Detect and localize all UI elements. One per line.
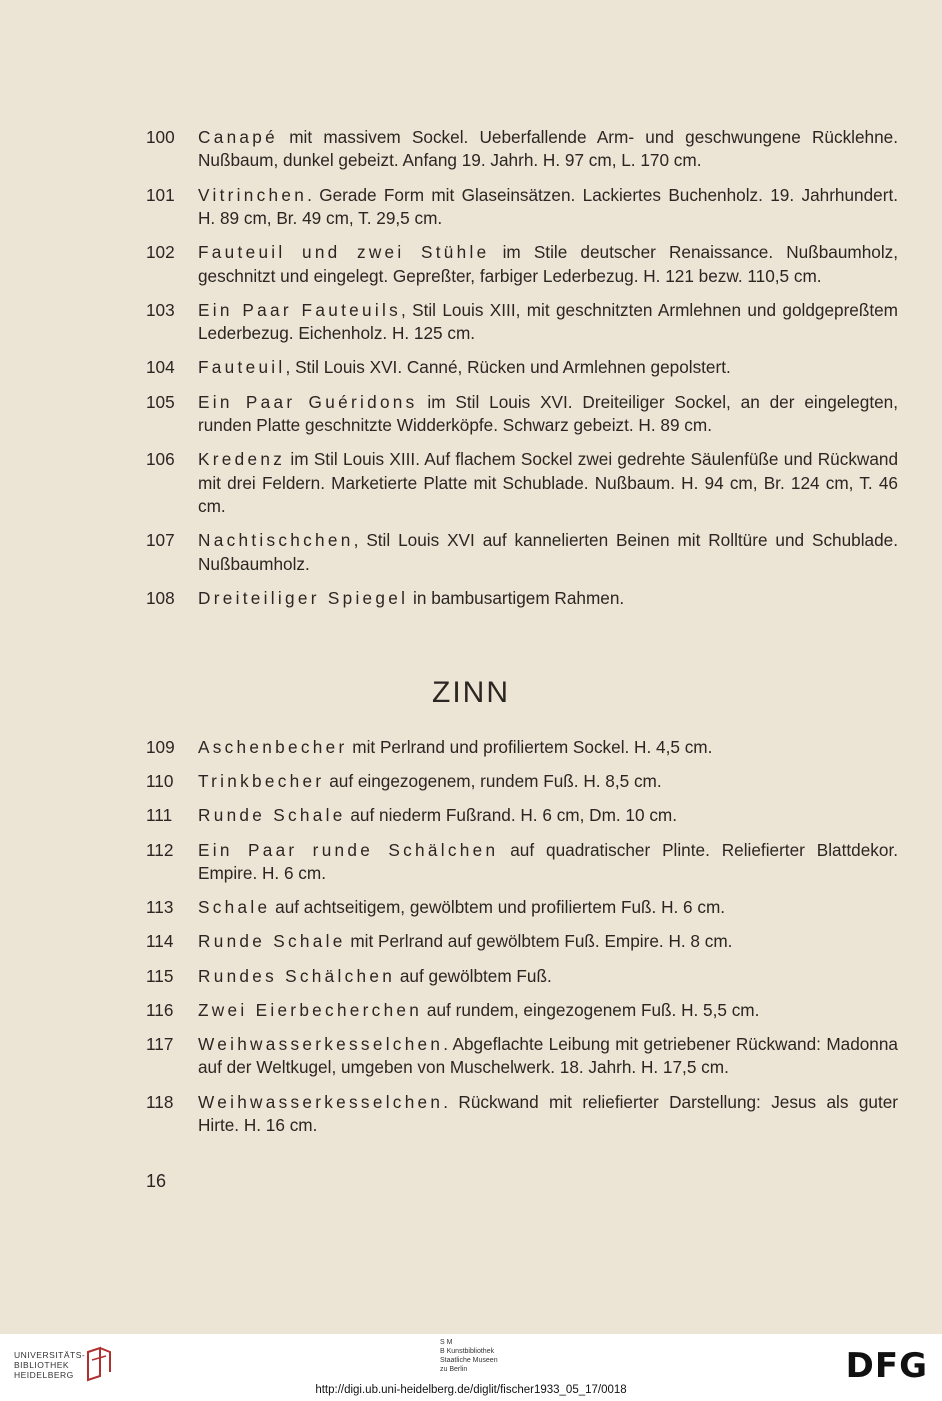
entry-text: im Stil Louis XVI. Dreiteiliger Sockel, an der eingelegten, runden Platte geschnitzte Widderköpfe. Schwarz gebeizt. H. 89 cm.	[198, 391, 898, 436]
entry-title: Nachtischchen	[198, 530, 354, 551]
entry-number: 116	[146, 999, 174, 1020]
entry-text: , Stil Louis XIII, mit geschnitzten Armlehnen und goldgepreßtem Lederbezug. Eichenholz. H. 125 cm.	[198, 299, 898, 344]
entry-title: Ein Paar runde Schälchen	[198, 839, 499, 860]
museum-stamp	[440, 1338, 498, 1374]
source-url-link[interactable]: http://digi.ub.uni-heidelberg.de/diglit/fischer1933_05_17/0018	[315, 1384, 627, 1396]
catalog-entry	[146, 770, 898, 793]
entry-text: , Stil Louis XVI auf kannelierten Beinen mit Rolltüre und Schublade. Nußbaumholz.	[198, 530, 898, 574]
catalog-entry	[146, 804, 898, 827]
entry-number: 115	[146, 965, 174, 986]
page-number: 16	[146, 1171, 167, 1191]
entry-text: auf rundem, eingezogenem Fuß. H. 5,5 cm.	[422, 999, 760, 1020]
entry-body	[198, 356, 898, 379]
library-line: HEIDELBERG	[14, 1370, 74, 1380]
catalog-entry	[146, 1033, 898, 1080]
catalog-entry	[146, 587, 898, 610]
entry-text: im Stile deutscher Renaissance. Nußbaumholz, geschnitzt und eingelegt. Gepreßter, farbiger Lederbezug. H. 121 bezw. 110,5 cm.	[198, 242, 899, 286]
entry-body	[198, 299, 898, 346]
section-heading: ZINN	[432, 676, 510, 709]
entry-title: Schale	[198, 897, 271, 918]
entry-title: Runde Schale	[198, 805, 346, 826]
entry-body	[198, 930, 898, 953]
catalog-entry	[146, 839, 898, 886]
entry-text: auf gewölbtem Fuß.	[395, 965, 552, 986]
entry-text: . Rückwand mit reliefierter Darstellung: Jesus als guter Hirte. H. 16 cm.	[198, 1091, 898, 1136]
entry-list-furniture	[146, 126, 898, 621]
entry-title: Canapé	[198, 127, 279, 147]
entry-title: Weihwasserkesselchen	[198, 1034, 444, 1055]
entry-body	[198, 965, 898, 988]
entry-text: mit Perlrand auf gewölbtem Fuß. Empire. H. 8 cm.	[345, 931, 733, 952]
entry-text: auf eingezogenem, rundem Fuß. H. 8,5 cm.	[324, 771, 662, 792]
entry-number: 108	[146, 587, 175, 608]
entry-number: 102	[146, 242, 175, 263]
entry-number: 114	[146, 931, 174, 952]
entry-text: in bambusartigem Rahmen.	[408, 587, 625, 608]
entry-body	[198, 736, 898, 759]
entry-number: 103	[146, 299, 175, 320]
entry-number: 110	[146, 771, 174, 792]
catalog-entry	[146, 391, 898, 438]
entry-title: Dreiteiliger Spiegel	[198, 587, 409, 608]
entry-body	[198, 391, 898, 438]
entry-number: 105	[146, 391, 175, 412]
entry-title: Trinkbecher	[198, 771, 325, 792]
stamp-line: Staatliche Museen	[440, 1357, 498, 1364]
catalog-entry	[146, 930, 898, 953]
entry-body	[198, 804, 898, 827]
entry-title: Kredenz	[198, 449, 286, 470]
library-line: BIBLIOTHEK	[14, 1360, 70, 1370]
catalog-entry	[146, 356, 898, 379]
dfg-logo: DFG	[845, 1346, 928, 1386]
entry-title: Fauteuil	[198, 357, 286, 378]
entry-text: auf achtseitigem, gewölbtem und profiliertem Fuß. H. 6 cm.	[270, 897, 726, 918]
entry-body	[198, 241, 898, 288]
entry-text: auf quadratischer Plinte. Reliefierter Blattdekor. Empire. H. 6 cm.	[198, 839, 898, 884]
entry-number: 101	[146, 184, 175, 205]
entry-list-pewter	[146, 736, 898, 1148]
entry-number: 104	[146, 357, 175, 378]
entry-title: Ein Paar Fauteuils	[198, 299, 401, 320]
entry-title: Aschenbecher	[198, 737, 348, 757]
catalog-entry	[146, 999, 898, 1022]
entry-text: . Gerade Form mit Glaseinsätzen. Lackiertes Buchenholz. 19. Jahrhundert. H. 89 cm, Br. 49 cm, T. 29,5 cm.	[198, 184, 898, 229]
entry-text: im Stil Louis XIII. Auf flachem Sockel zwei gedrehte Säulenfüße und Rückwand mit drei Feldern. Marketierte Platte mit Schublade. Nußbaum. H. 94 cm, Br. 124 cm, T. 46 cm.	[198, 449, 898, 517]
catalog-entry	[146, 184, 898, 231]
catalog-entry	[146, 896, 898, 919]
catalog-entry	[146, 965, 898, 988]
entry-body	[198, 448, 898, 518]
library-line: UNIVERSITÄTS-	[14, 1350, 86, 1360]
entry-body	[198, 896, 898, 919]
entry-body	[198, 999, 898, 1022]
entry-title: Vitrinchen	[198, 184, 308, 205]
entry-text: mit Perlrand und profiliertem Sockel. H. 4,5 cm.	[347, 737, 713, 757]
library-logo-text	[14, 1350, 85, 1380]
stamp-line: B Kunstbibliothek	[440, 1348, 495, 1355]
catalog-entry	[146, 529, 898, 576]
entry-number: 109	[146, 737, 175, 757]
entry-title: Zwei Eierbecherchen	[198, 999, 423, 1020]
entry-number: 112	[146, 839, 174, 860]
stamp-line: S M	[440, 1339, 453, 1346]
stamp-line: zu Berlin	[440, 1366, 468, 1373]
entry-number: 113	[146, 897, 174, 918]
entry-text: mit massivem Sockel. Ueberfallende Arm- und geschwungene Rücklehne. Nußbaum, dunkel gebeizt. Anfang 19. Jahrh. H. 97 cm, L. 170 cm.	[198, 127, 898, 171]
entry-title: Runde Schale	[198, 931, 346, 952]
entry-title: Weihwasserkesselchen	[198, 1091, 444, 1112]
catalog-entry	[146, 241, 898, 288]
entry-body	[198, 1033, 898, 1080]
entry-body	[198, 126, 898, 173]
catalog-entry	[146, 736, 898, 759]
entry-number: 117	[146, 1034, 174, 1055]
entry-title: Rundes Schälchen	[198, 965, 396, 986]
entry-title: Fauteuil und zwei Stühle	[198, 242, 490, 263]
catalog-entry	[146, 448, 898, 518]
entry-number: 100	[146, 127, 175, 147]
entry-number: 118	[146, 1091, 174, 1112]
entry-number: 106	[146, 449, 175, 470]
entry-number: 107	[146, 530, 175, 551]
footer-bar	[0, 1334, 942, 1401]
entry-text: , Stil Louis XVI. Canné, Rücken und Armlehnen gepolstert.	[285, 357, 731, 378]
entry-body	[198, 587, 898, 610]
catalog-entry	[146, 126, 898, 173]
catalog-entry	[146, 299, 898, 346]
entry-body	[198, 770, 898, 793]
library-logo-icon	[86, 1346, 112, 1382]
entry-body	[198, 529, 898, 576]
entry-title: Ein Paar Guéridons	[198, 391, 418, 412]
entry-body	[198, 839, 898, 886]
entry-body	[198, 1091, 898, 1138]
catalog-entry	[146, 1091, 898, 1138]
entry-text: auf niederm Fußrand. H. 6 cm, Dm. 10 cm.	[345, 805, 678, 826]
entry-body	[198, 184, 898, 231]
entry-number: 111	[146, 805, 173, 826]
entry-text: . Abgeflachte Leibung mit getriebener Rückwand: Madonna auf der Weltkugel, umgeben von Muschelwerk. 18. Jahrh. H. 17,5 cm.	[198, 1034, 898, 1078]
